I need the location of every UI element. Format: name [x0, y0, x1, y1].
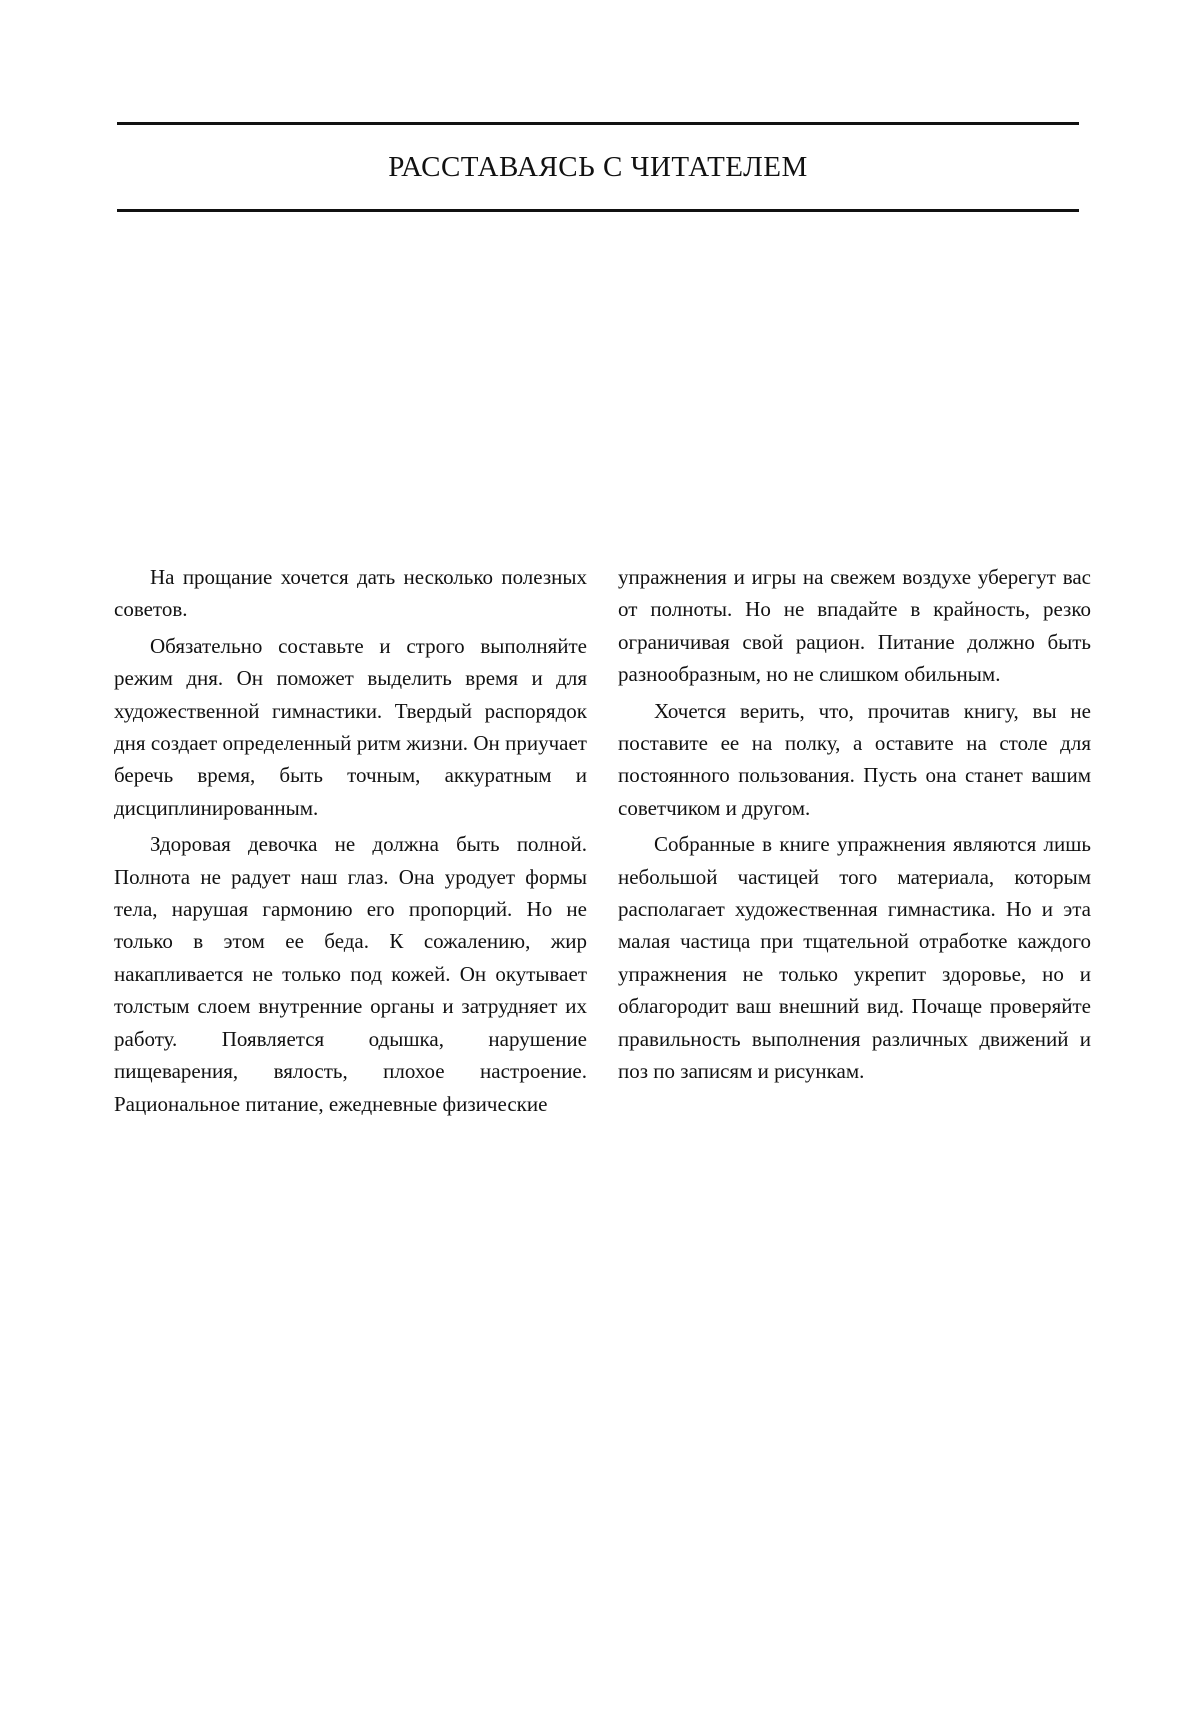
- paragraph-farewell: На прощание хочется дать несколько полезных советов.: [114, 565, 587, 622]
- paragraph-healthy-weight: Здоровая девочка не должна быть полной. Полнота не радует наш глаз. Она уродует формы тела, нарушая гармонию его пропорций. Но не только в этом ее беда. К сожалению, жир накапливается не только под кожей. Он окутывает толстым слоем внутренние органы и затрудняет их работу. Появляется одышка, нарушение пищеварения, вялость, плохое настроение. Рациональное питание, ежедневные физические: [114, 832, 587, 1116]
- paragraph-hope: Хочется верить, что, прочитав книгу, вы не поставите ее на полку, а оставите на столе для постоянного пользования. Пусть она станет вашим советчиком и другом.: [618, 698, 1091, 820]
- chapter-title: РАССТАВАЯСЬ С ЧИТАТЕЛЕМ: [388, 151, 808, 183]
- paragraph-exercises: Собранные в книге упражнения являются лишь небольшой частицей того материала, которым располагает художественная гимнастика. Но и эта малая частица при тщательной отработке каждого упражнения не только укрепит здоровье, но и облагородит ваш внешний вид. Почаще проверяйте правильность выполнения различных движений и поз по записям и рисункам.: [618, 832, 1091, 1084]
- paragraph-continuation: упражнения и игры на свежем воздухе уберегут вас от полноты. Но не впадайте в крайность, резко ограничивая свой рацион. Питание должно быть разнообразным, но не слишком обильным.: [618, 565, 1091, 687]
- bottom-rule: [117, 209, 1079, 212]
- top-rule: [117, 122, 1079, 125]
- paragraph-daily-routine: Обязательно составьте и строго выполняйте режим дня. Он поможет выделить время и для художественной гимнастики. Твердый распорядок дня создает определенный ритм жизни. Он приучает беречь время, быть точным, аккуратным и дисциплинированным.: [114, 633, 587, 820]
- left-column: [114, 561, 587, 1124]
- right-column: [618, 561, 1091, 1092]
